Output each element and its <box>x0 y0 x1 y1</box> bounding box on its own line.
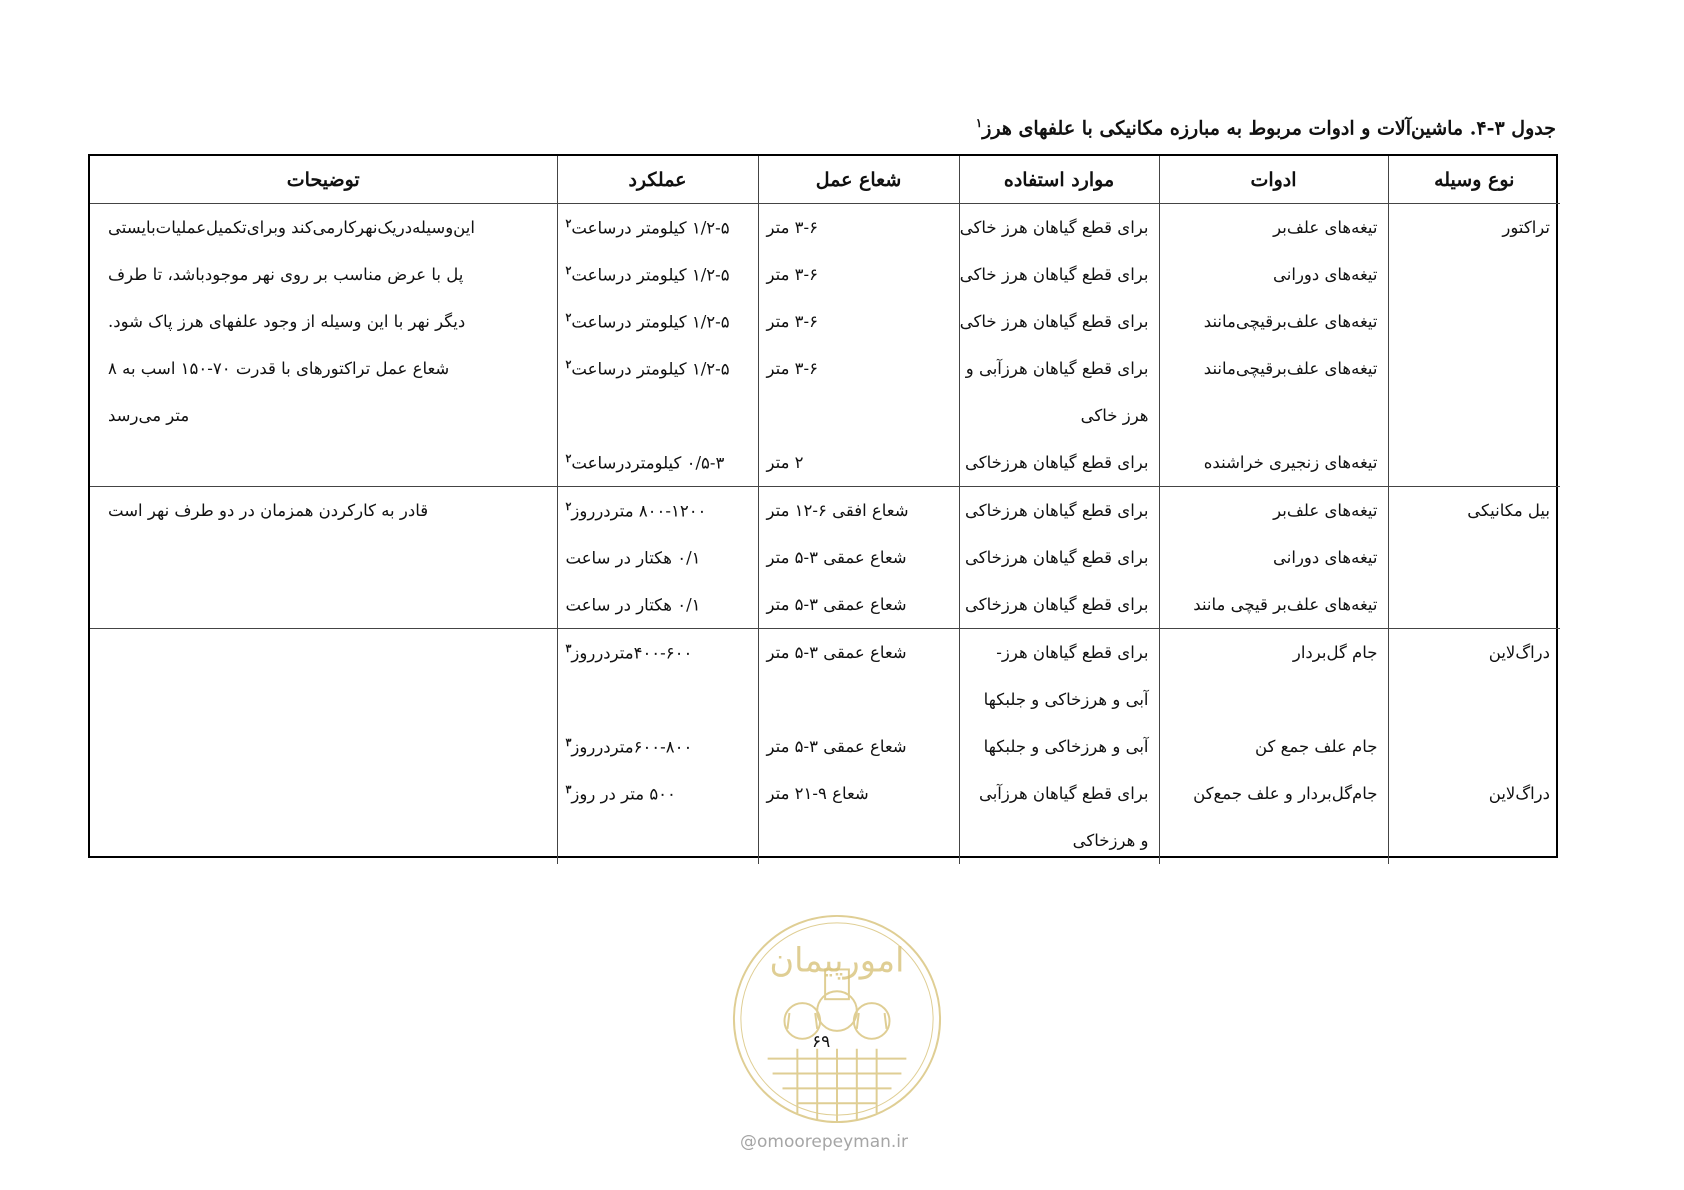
cell-performance-text: ۸۰۰-۱۲۰۰ متردرروز <box>571 501 707 521</box>
cell-tool-text: تیغه‌های علف‌بر قیچی مانند <box>1193 595 1378 614</box>
website-watermark: @omoorepeyman.ir <box>740 1132 909 1152</box>
cell-range-text: شعاع ۹-۲۱ متر <box>766 784 869 803</box>
table-row <box>90 629 1560 677</box>
cell-range <box>758 345 959 392</box>
header-range: شعاع عمل <box>758 156 959 204</box>
table-row <box>90 723 1560 770</box>
cell-usage <box>959 345 1159 392</box>
logo-text: امورپیمان <box>769 940 905 980</box>
cell-performance <box>557 298 758 345</box>
cell-vehicle-text: دراگ‌لاین <box>1488 784 1550 803</box>
omoorepeyman-logo <box>728 910 946 1128</box>
cell-range-text: شعاع افقی ۶-۱۲ متر <box>766 501 909 520</box>
cell-tool-text: تیغه‌های علف‌بر <box>1273 501 1378 520</box>
caption-footnote-mark: ۱ <box>975 116 983 130</box>
cell-range-text: ۳-۶ متر <box>766 265 818 284</box>
cell-usage <box>959 676 1159 723</box>
cell-description <box>90 251 557 298</box>
cell-performance <box>557 204 758 252</box>
cell-usage <box>959 534 1159 581</box>
cell-description <box>90 392 557 439</box>
cell-tool <box>1159 392 1388 439</box>
cell-tool <box>1159 629 1388 677</box>
header-tools: ادوات <box>1159 156 1388 204</box>
cell-tool <box>1159 770 1388 817</box>
cell-description <box>90 298 557 345</box>
cell-usage-text: برای قطع گیاهان هرزخاکی <box>965 453 1149 472</box>
cell-usage-text: آبی و هرزخاکی و جلبکها <box>983 737 1149 756</box>
cell-vehicle <box>1388 629 1560 677</box>
cell-range-text: شعاع عمقی ۳-۵ متر <box>766 548 907 567</box>
cell-performance <box>557 629 758 677</box>
cell-description-text: قادر به کارکردن همزمان در دو طرف نهر است <box>108 501 429 520</box>
cell-description-text: این‌وسیله‌دریک‌نهرکارمی‌کند و‌برای‌تکمیل‌عملیات‌بایستی <box>108 218 475 237</box>
cell-tool-text: تیغه‌های علف‌برقیچی‌مانند <box>1203 359 1378 378</box>
cell-vehicle <box>1388 487 1560 535</box>
cell-performance <box>557 345 758 392</box>
cell-tool <box>1159 581 1388 629</box>
cell-description <box>90 534 557 581</box>
table-caption <box>976 116 1556 139</box>
cell-performance-text: ۱/۲-۵ کیلومتر درساعت <box>571 359 730 379</box>
table-row <box>90 251 1560 298</box>
cell-vehicle <box>1388 534 1560 581</box>
cell-vehicle <box>1388 676 1560 723</box>
cell-description <box>90 770 557 817</box>
cell-range-text: ۲ متر <box>766 453 804 472</box>
cell-usage-text: برای قطع گیاهان هرز خاکی <box>959 218 1149 237</box>
cell-performance <box>557 392 758 439</box>
cell-tool <box>1159 439 1388 487</box>
cell-usage-text: برای قطع گیاهان هرزخاکی <box>965 548 1149 567</box>
table-header-row <box>90 156 1560 204</box>
cell-tool-text: تیغه‌های دورانی <box>1273 265 1378 284</box>
cell-range <box>758 770 959 817</box>
cell-tool <box>1159 487 1388 535</box>
cell-tool-text: تیغه‌های زنجیری خراشنده <box>1203 453 1378 472</box>
cell-vehicle <box>1388 770 1560 817</box>
cell-range <box>758 581 959 629</box>
cell-vehicle <box>1388 439 1560 487</box>
cell-vehicle <box>1388 204 1560 252</box>
cell-tool <box>1159 534 1388 581</box>
cell-range-text: ۳-۶ متر <box>766 359 818 378</box>
cell-tool-text: تیغه‌های دورانی <box>1273 548 1378 567</box>
cell-usage-text: برای قطع گیاهان هرزخاکی <box>965 595 1149 614</box>
header-vehicle: نوع وسیله <box>1388 156 1560 204</box>
header-description: توضیحات <box>90 156 557 204</box>
cell-usage <box>959 439 1159 487</box>
cell-range-text: شعاع عمقی ۳-۵ متر <box>766 643 907 662</box>
cell-description <box>90 487 557 535</box>
cell-tool <box>1159 817 1388 864</box>
table-row <box>90 439 1560 487</box>
table-row <box>90 676 1560 723</box>
cell-range <box>758 298 959 345</box>
cell-range-text: شعاع عمقی ۳-۵ متر <box>766 595 907 614</box>
header-usage: موارد استفاده <box>959 156 1159 204</box>
cell-performance <box>557 770 758 817</box>
cell-description-text: دیگر نهر با این وسیله از وجود علفهای هرز پاک شود. <box>108 312 466 331</box>
footnote-mark: ۳ <box>565 783 572 797</box>
cell-tool-text: تیغه‌های علف‌برقیچی‌مانند <box>1203 312 1378 331</box>
machinery-table <box>88 154 1558 858</box>
cell-performance-text: ۰/۵-۳ کیلومتردرساعت <box>571 453 725 473</box>
cell-usage <box>959 251 1159 298</box>
cell-tool <box>1159 298 1388 345</box>
cell-usage-text: برای قطع گیاهان هرز خاکی <box>959 265 1149 284</box>
cell-description-text: شعاع عمل تراکتورهای با قدرت ۷۰-۱۵۰ اسب به ۸ <box>108 359 450 378</box>
cell-vehicle <box>1388 251 1560 298</box>
cell-description <box>90 629 557 677</box>
cell-usage <box>959 723 1159 770</box>
cell-usage <box>959 392 1159 439</box>
cell-usage <box>959 770 1159 817</box>
footnote-mark: ۲ <box>565 500 572 514</box>
cell-range-text: شعاع عمقی ۳-۵ متر <box>766 737 907 756</box>
cell-vehicle <box>1388 723 1560 770</box>
cell-tool-text: تیغه‌های علف‌بر <box>1273 218 1378 237</box>
cell-range <box>758 392 959 439</box>
cell-performance <box>557 251 758 298</box>
cell-tool-text: جام گل‌بردار <box>1292 643 1378 662</box>
page-number: ۶۹ <box>812 1032 831 1052</box>
cell-usage-text: هرز خاکی <box>1080 406 1149 425</box>
cell-description <box>90 345 557 392</box>
cell-usage <box>959 817 1159 864</box>
table-row <box>90 298 1560 345</box>
cell-performance-text: ۱/۲-۵ کیلومتر درساعت <box>571 265 730 285</box>
cell-usage-text: برای قطع گیاهان هرز- <box>996 643 1149 662</box>
cell-tool <box>1159 204 1388 252</box>
cell-usage <box>959 487 1159 535</box>
cell-description <box>90 439 557 487</box>
cell-tool <box>1159 345 1388 392</box>
table-row <box>90 345 1560 392</box>
cell-performance-text: ۱/۲-۵ کیلومتر درساعت <box>571 312 730 332</box>
cell-vehicle <box>1388 298 1560 345</box>
cell-usage-text: و هرزخاکی <box>1072 831 1149 850</box>
cell-performance <box>557 676 758 723</box>
cell-description <box>90 676 557 723</box>
cell-vehicle-text: بیل مکانیکی <box>1467 501 1550 520</box>
cell-range <box>758 487 959 535</box>
cell-performance <box>557 487 758 535</box>
cell-performance <box>557 534 758 581</box>
footnote-mark: ۲ <box>565 358 572 372</box>
cell-tool-text: جام علف جمع کن <box>1254 737 1378 756</box>
cell-usage <box>959 581 1159 629</box>
cell-range <box>758 204 959 252</box>
table-row <box>90 204 1560 252</box>
cell-tool <box>1159 723 1388 770</box>
cell-usage-text: برای قطع گیاهان هرزآبی <box>978 784 1149 803</box>
cell-range <box>758 723 959 770</box>
cell-usage-text: برای قطع گیاهان هرز خاکی <box>959 312 1149 331</box>
table-row <box>90 487 1560 535</box>
cell-description-text: متر می‌رسد <box>108 406 190 425</box>
footnote-mark: ۲ <box>565 452 572 466</box>
cell-vehicle-text: دراگ‌لاین <box>1488 643 1550 662</box>
cell-vehicle <box>1388 345 1560 392</box>
cell-tool-text: جام‌گل‌بردار و علف جمع‌کن <box>1193 784 1378 803</box>
cell-vehicle-text: تراکتور <box>1502 218 1550 237</box>
footnote-mark: ۲ <box>565 311 572 325</box>
table-row <box>90 581 1560 629</box>
cell-description <box>90 817 557 864</box>
cell-tool <box>1159 251 1388 298</box>
cell-range <box>758 251 959 298</box>
cell-description <box>90 204 557 252</box>
cell-performance-text: ۴۰۰-۶۰۰متردرروز <box>571 643 693 663</box>
caption-text: جدول ۳-۴. ماشین‌آلات و ادوات مربوط به مبارزه مکانیکی با علفهای هرز <box>982 117 1556 140</box>
cell-range <box>758 629 959 677</box>
header-performance: عملکرد <box>557 156 758 204</box>
cell-description-text: پل با عرض مناسب بر روی نهر موجودباشد، تا طرف <box>108 265 464 284</box>
table-row <box>90 817 1560 864</box>
cell-tool <box>1159 676 1388 723</box>
cell-range <box>758 439 959 487</box>
cell-performance <box>557 439 758 487</box>
cell-performance-text: ۰/۱ هکتار در ساعت <box>565 548 701 568</box>
cell-range-text: ۳-۶ متر <box>766 218 818 237</box>
cell-vehicle <box>1388 817 1560 864</box>
cell-performance-text: ۵۰۰ متر در روز <box>571 784 676 804</box>
footnote-mark: ۳ <box>565 642 572 656</box>
cell-usage-text: آبی و هرزخاکی و جلبکها <box>983 690 1149 709</box>
cell-performance-text: ۱/۲-۵ کیلومتر درساعت <box>571 218 730 238</box>
footnote-mark: ۲ <box>565 264 572 278</box>
cell-usage <box>959 629 1159 677</box>
footnote-mark: ۳ <box>565 736 572 750</box>
cell-performance <box>557 817 758 864</box>
cell-usage-text: برای قطع گیاهان هرزخاکی <box>965 501 1149 520</box>
footnote-mark: ۲ <box>565 217 572 231</box>
cell-usage <box>959 298 1159 345</box>
cell-performance <box>557 581 758 629</box>
cell-performance-text: ۶۰۰-۸۰۰متردرروز <box>571 737 693 757</box>
table-row <box>90 770 1560 817</box>
cell-usage-text: برای قطع گیاهان هرزآبی و <box>965 359 1149 378</box>
cell-usage <box>959 204 1159 252</box>
cell-description <box>90 723 557 770</box>
cell-range <box>758 817 959 864</box>
cell-vehicle <box>1388 581 1560 629</box>
cell-range <box>758 534 959 581</box>
cell-performance-text: ۰/۱ هکتار در ساعت <box>565 595 701 615</box>
cell-description <box>90 581 557 629</box>
cell-performance <box>557 723 758 770</box>
table-row <box>90 392 1560 439</box>
table-row <box>90 534 1560 581</box>
cell-range-text: ۳-۶ متر <box>766 312 818 331</box>
cell-range <box>758 676 959 723</box>
cell-vehicle <box>1388 392 1560 439</box>
